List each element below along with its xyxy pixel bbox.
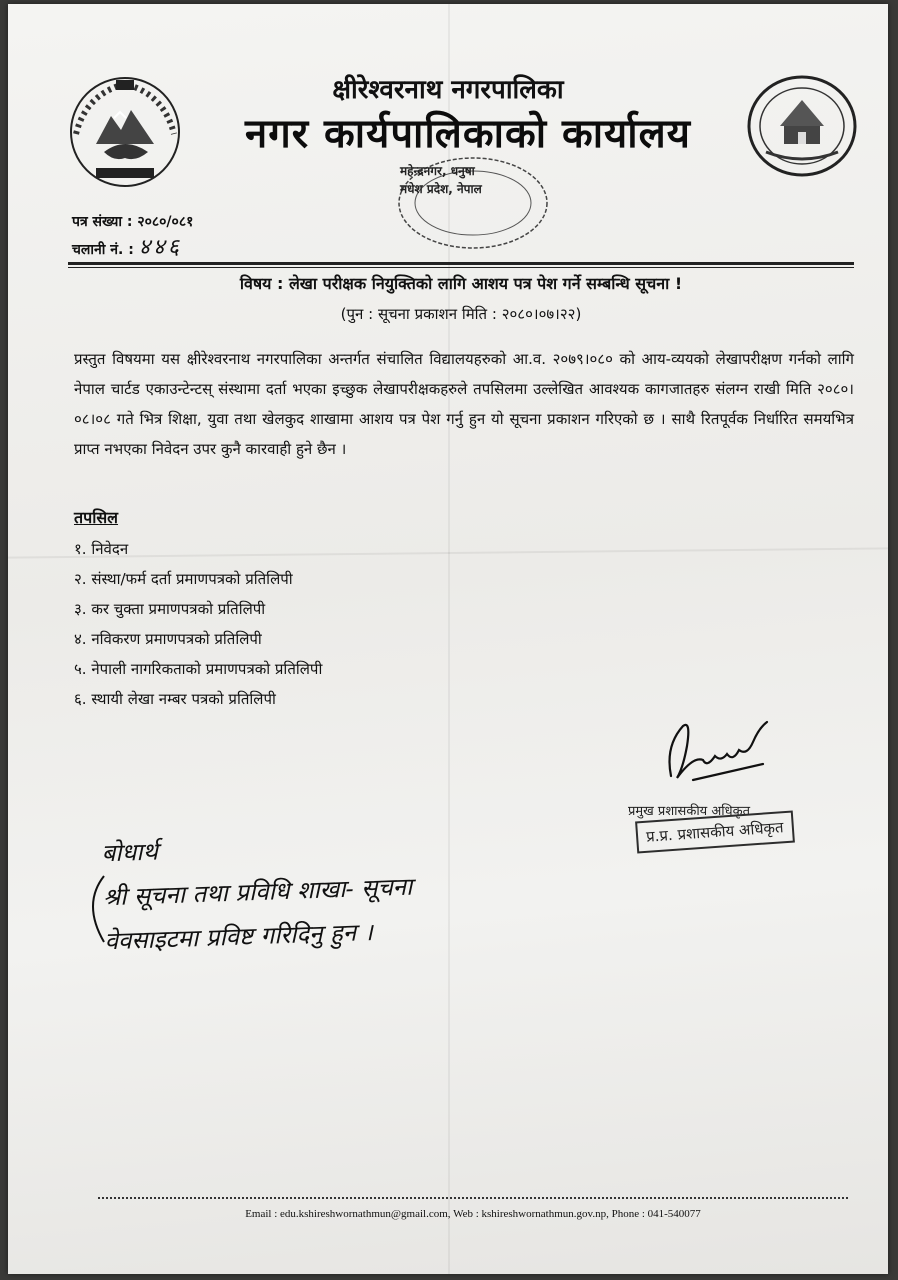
list-item: ५. नेपाली नागरिकताको प्रमाणपत्रको प्रतिलिपी <box>74 660 323 678</box>
handwritten-line: बोधार्थ <box>101 837 159 868</box>
list-item: ३. कर चुक्ता प्रमाणपत्रको प्रतिलिपी <box>74 600 266 618</box>
dispatch-number-label: चलानी नं. : <box>72 242 134 258</box>
handwritten-line: श्री सूचना तथा प्रविधि शाखा- सूचना <box>102 872 413 912</box>
nepal-emblem-logo <box>66 74 184 192</box>
list-item: २. संस्था/फर्म दर्ता प्रमाणपत्रको प्रतिलिपी <box>74 570 293 588</box>
document-sheet <box>8 4 888 1274</box>
handwritten-line: वेवसाइटमा प्रविष्ट गरिदिनु हुन । <box>104 918 374 956</box>
reference-block <box>72 209 193 263</box>
address-line: महेन्द्रनगर, धनुषा <box>400 164 475 178</box>
letter-number <box>72 209 193 235</box>
republish-date: (पुन : सूचना प्रकाशन मिति : २०८०।०७।२२) <box>340 305 582 323</box>
list-item: ६. स्थायी लेखा नम्बर पत्रको प्रतिलिपी <box>74 690 276 708</box>
municipality-seal-logo <box>746 74 858 178</box>
list-item: ४. नविकरण प्रमाणपत्रको प्रतिलिपी <box>74 630 262 648</box>
header-divider <box>68 267 854 268</box>
letter-number-value: २०८०/०८१ <box>137 214 194 230</box>
address-line: मधेश प्रदेश, नेपाल <box>400 182 482 196</box>
footer-contact: Email : edu.kshireshwornathmun@gmail.com, Web : kshireshwornathmun.gov.np, Phone : 041-540077 <box>245 1208 701 1220</box>
dispatch-number-value: ४४६ <box>138 235 183 260</box>
dispatch-number <box>72 235 193 263</box>
signature <box>663 716 773 786</box>
annex-list <box>74 534 322 714</box>
annex-heading: तपसिल <box>74 508 119 527</box>
footer-divider <box>98 1197 848 1199</box>
letter-number-label: पत्र संख्या : <box>72 214 133 230</box>
list-item: १. निवेदन <box>74 540 129 558</box>
municipality-name: क्षीरेश्वरनाथ नगरपालिका <box>332 75 564 105</box>
header-divider <box>68 262 854 265</box>
notice-body: प्रस्तुत विषयमा यस क्षीरेश्वरनाथ नगरपालिका अन्तर्गत संचालित विद्यालयहरुको आ.व. २०७९।०८० को आय-व्ययको लेखापरीक्षण गर्नको लागि नेपाल चार्टड एकाउन्टेन्टस् संस्थामा दर्ता भएका इच्छुक लेखापरीक्षकहरुले तपसिलमा उल्लेखित आवश्यक कागजातहरु संलग्न राखी मिति २०८०।०८।०८ गते भित्र शिक्षा, युवा तथा खेलकुद शाखामा आशय पत्र पेश गर्नु हुन यो सूचना प्रकाशन गरिएको छ । साथै रितपूर्वक निर्धारित समयभित्र प्राप्त नभएका निवेदन उपर कुनै कारवाही हुने छैन । <box>74 350 854 458</box>
office-title: नगर कार्यपालिकाको कार्यालय <box>245 111 691 157</box>
handwritten-note <box>101 821 415 964</box>
office-address <box>400 162 482 198</box>
notice-subject: विषय : लेखा परीक्षक नियुक्तिको लागि आशय पत्र पेश गर्ने सम्बन्धि सूचना ! <box>239 274 683 293</box>
signatory-stamp: प्र.प्र. प्रशासकीय अधिकृत <box>635 811 795 854</box>
signatory-title: प्रमुख प्रशासकीय अधिकृत <box>628 804 751 819</box>
